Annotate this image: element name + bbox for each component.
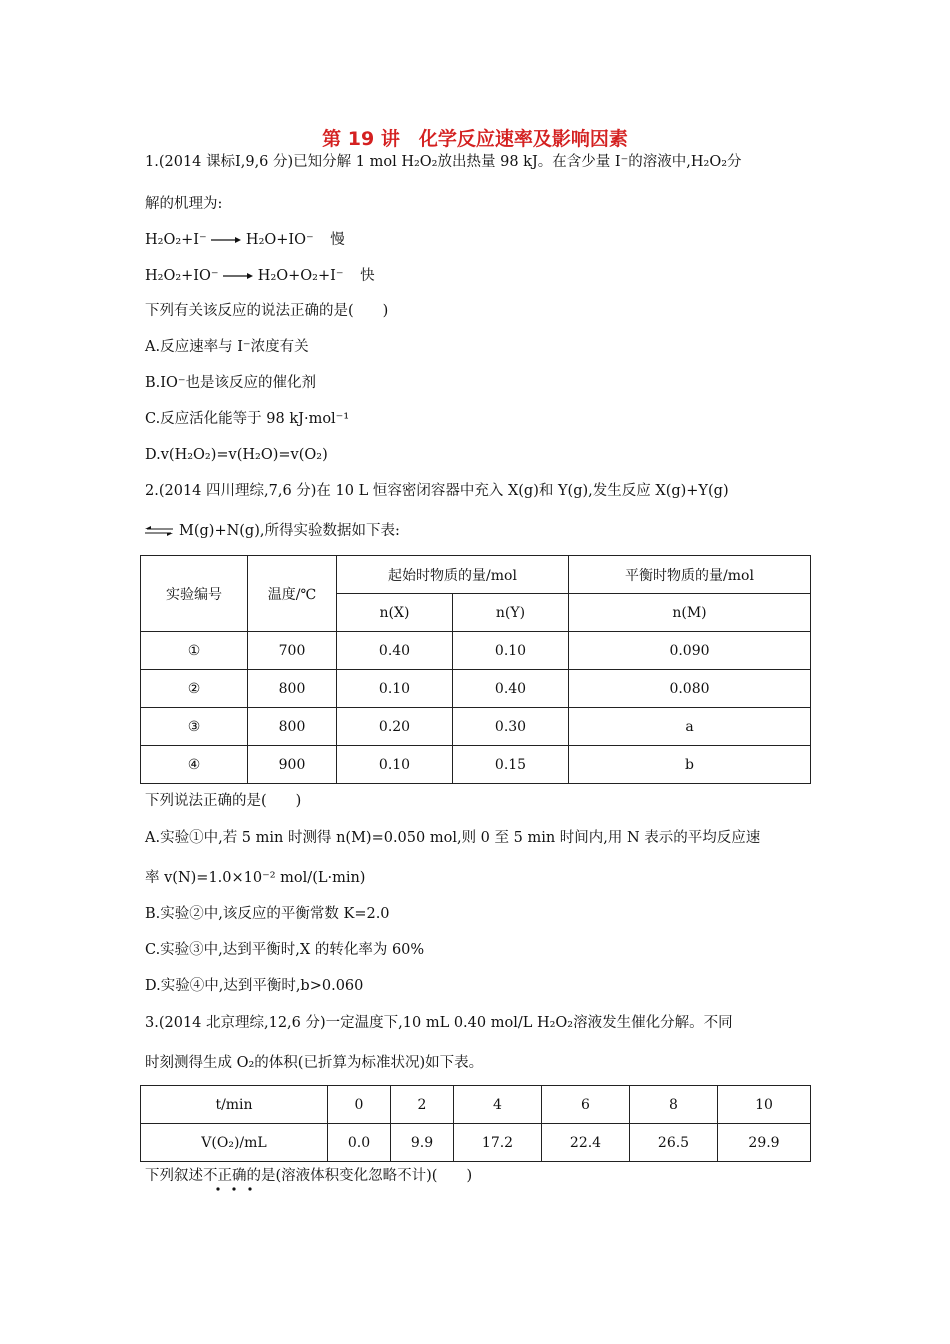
table-header-id: 实验编号 xyxy=(141,556,248,632)
cell-t: 6 xyxy=(542,1086,630,1124)
table-header-t: t/min xyxy=(141,1086,328,1124)
q1-step2-products: H₂O+O₂+I⁻ xyxy=(257,268,344,284)
table-header-nm: n(M) xyxy=(569,594,811,632)
cell-v: 0.0 xyxy=(328,1124,391,1162)
table-row xyxy=(141,1124,811,1162)
cell-v: 26.5 xyxy=(630,1124,718,1162)
cell-ny: 0.15 xyxy=(453,746,569,784)
page-title: 第 19 讲 化学反应速率及影响因素 xyxy=(322,128,628,150)
q2-option-d: D.实验④中,达到平衡时,b>0.060 xyxy=(145,978,364,994)
equilibrium-arrow-icon xyxy=(145,526,173,536)
cell-nm: 0.080 xyxy=(569,670,811,708)
cell-ny: 0.30 xyxy=(453,708,569,746)
q2-option-a-line2: 率 v(N)=1.0×10⁻² mol/(L·min) xyxy=(145,870,366,886)
cell-t: 0 xyxy=(328,1086,391,1124)
q1-stem-line2: 解的机理为: xyxy=(145,196,223,212)
cell-nm: b xyxy=(569,746,811,784)
q3-prompt: 下列叙述不正确的是(溶液体积变化忽略不计)( ) xyxy=(145,1168,473,1184)
q2-option-c: C.实验③中,达到平衡时,X 的转化率为 60% xyxy=(145,942,425,958)
cell-t: 8 xyxy=(630,1086,718,1124)
q1-step1-reactants: H₂O₂+I⁻ xyxy=(145,232,207,248)
q1-mechanism-step2 xyxy=(145,266,375,286)
cell-id: ③ xyxy=(141,708,248,746)
table-header-start: 起始时物质的量/mol xyxy=(337,556,569,594)
table-header-nx: n(X) xyxy=(337,594,453,632)
q1-option-b: B.IO⁻也是该反应的催化剂 xyxy=(145,375,317,391)
q3-stem-line2: 时刻测得生成 O₂的体积(已折算为标准状况)如下表。 xyxy=(145,1055,484,1071)
cell-nx: 0.10 xyxy=(337,746,453,784)
table-row xyxy=(141,670,811,708)
cell-id: ① xyxy=(141,632,248,670)
q1-prompt: 下列有关该反应的说法正确的是( ) xyxy=(145,303,389,319)
q2-option-a-line1: A.实验①中,若 5 min 时测得 n(M)=0.050 mol,则 0 至 5 min 时间内,用 N 表示的平均反应速 xyxy=(145,830,761,846)
q1-option-a: A.反应速率与 I⁻浓度有关 xyxy=(145,339,309,355)
cell-temp: 800 xyxy=(248,670,337,708)
table-row xyxy=(141,708,811,746)
cell-ny: 0.10 xyxy=(453,632,569,670)
q2-stem-text: M(g)+N(g),所得实验数据如下表: xyxy=(179,523,400,539)
cell-nx: 0.10 xyxy=(337,670,453,708)
q1-step1-speed: 慢 xyxy=(330,232,345,248)
table-header-eq: 平衡时物质的量/mol xyxy=(569,556,811,594)
q2-stem-line2 xyxy=(145,521,400,541)
cell-nx: 0.20 xyxy=(337,708,453,746)
reaction-arrow-icon xyxy=(223,271,253,281)
cell-v: 22.4 xyxy=(542,1124,630,1162)
q2-prompt: 下列说法正确的是( ) xyxy=(145,793,302,809)
reaction-arrow-icon xyxy=(211,235,241,245)
table-header-ny: n(Y) xyxy=(453,594,569,632)
table-header-temp: 温度/℃ xyxy=(248,556,337,632)
cell-nm: 0.090 xyxy=(569,632,811,670)
cell-id: ④ xyxy=(141,746,248,784)
table-row xyxy=(141,1086,811,1124)
q1-step1-products: H₂O+IO⁻ xyxy=(245,232,314,248)
cell-temp: 900 xyxy=(248,746,337,784)
table-header-v: V(O₂)/mL xyxy=(141,1124,328,1162)
cell-t: 2 xyxy=(391,1086,454,1124)
cell-v: 9.9 xyxy=(391,1124,454,1162)
q1-step2-speed: 快 xyxy=(360,268,375,284)
q2-stem-line1: 2.(2014 四川理综,7,6 分)在 10 L 恒容密闭容器中充入 X(g)和 Y(g),发生反应 X(g)+Y(g) xyxy=(145,483,729,499)
cell-t: 4 xyxy=(454,1086,542,1124)
cell-nm: a xyxy=(569,708,811,746)
cell-id: ② xyxy=(141,670,248,708)
q3-stem-line1: 3.(2014 北京理综,12,6 分)一定温度下,10 mL 0.40 mol/L H₂O₂溶液发生催化分解。不同 xyxy=(145,1015,733,1031)
q2-data-table xyxy=(140,555,811,784)
table-row xyxy=(141,632,811,670)
cell-v: 17.2 xyxy=(454,1124,542,1162)
cell-t: 10 xyxy=(718,1086,811,1124)
q1-stem-line1: 1.(2014 课标Ⅰ,9,6 分)已知分解 1 mol H₂O₂放出热量 98 kJ。在含少量 I⁻的溶液中,H₂O₂分 xyxy=(145,154,742,170)
cell-v: 29.9 xyxy=(718,1124,811,1162)
q1-option-c: C.反应活化能等于 98 kJ·mol⁻¹ xyxy=(145,411,350,427)
q1-mechanism-step1 xyxy=(145,230,345,250)
cell-ny: 0.40 xyxy=(453,670,569,708)
q1-option-d: D.v(H₂O₂)=v(H₂O)=v(O₂) xyxy=(145,447,328,463)
emphasis-dots-icon xyxy=(212,1186,262,1192)
cell-nx: 0.40 xyxy=(337,632,453,670)
table-row xyxy=(141,746,811,784)
q3-data-table xyxy=(140,1085,811,1162)
q2-option-b: B.实验②中,该反应的平衡常数 K=2.0 xyxy=(145,906,390,922)
cell-temp: 800 xyxy=(248,708,337,746)
q1-step2-reactants: H₂O₂+IO⁻ xyxy=(145,268,219,284)
cell-temp: 700 xyxy=(248,632,337,670)
